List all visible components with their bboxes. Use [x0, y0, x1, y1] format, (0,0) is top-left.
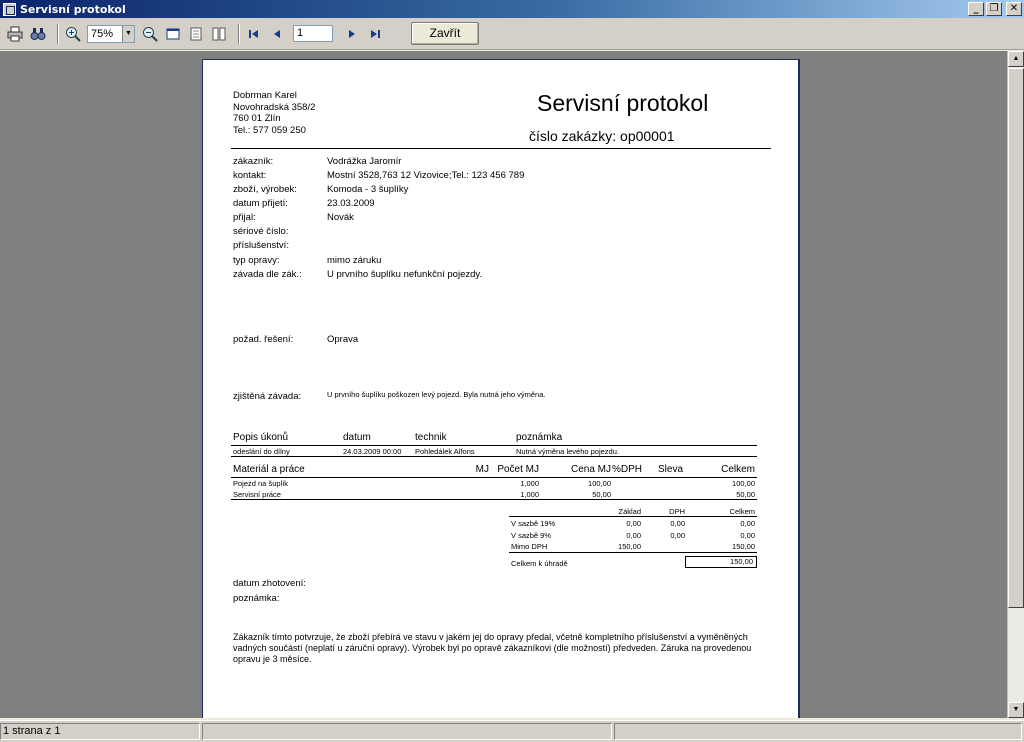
report-title: Servisní protokol — [537, 90, 709, 116]
order-number: op00001 — [620, 128, 675, 144]
header-divider — [231, 148, 771, 149]
field-value: U prvního šuplíku nefunkční pojezdy. — [327, 269, 483, 280]
materials-header-total: Celkem — [721, 464, 755, 475]
minimize-button[interactable]: _ — [968, 2, 984, 16]
total-due-value: 150,00 — [685, 556, 757, 568]
vat-cell: 0,00 — [626, 531, 641, 540]
vat-cell: 150,00 — [618, 542, 641, 551]
task-cell: odeslání do dílny — [233, 447, 290, 456]
status-cell-empty — [202, 723, 612, 740]
task-cell: Nutná výměna levého pojezdu. — [516, 447, 619, 456]
field-label: příslušenství: — [233, 240, 289, 251]
material-cell: 1,000 — [520, 490, 539, 499]
materials-header-item: Materiál a práce — [233, 464, 305, 475]
materials-header-unit-price: Cena MJ — [570, 464, 611, 475]
field-label: zákazník: — [233, 156, 274, 167]
task-cell: Pohledálek Alfons — [415, 447, 475, 456]
tasks-header-date: datum — [343, 432, 371, 443]
vat-cell: 150,00 — [732, 542, 755, 551]
materials-header-discount: Sleva — [658, 464, 684, 475]
tasks-header-note: poznámka — [516, 432, 563, 443]
scroll-down-icon[interactable]: ▼ — [1008, 702, 1024, 718]
order-number-line — [529, 128, 675, 144]
material-cell: 100,00 — [732, 479, 755, 488]
sender-phone: Tel.: 577 059 250 — [233, 124, 306, 136]
found-defect-label: zjištěná závada: — [233, 391, 302, 402]
vat-header-divider — [509, 516, 757, 517]
tasks-bottom-divider — [231, 456, 757, 457]
total-due-label: Celkem k úhradě — [511, 559, 568, 568]
field-value: mimo záruku — [327, 255, 382, 266]
window-title: Servisní protokol — [20, 2, 126, 16]
date-made-label: datum zhotovení: — [233, 578, 306, 589]
material-cell: Pojezd na šuplík — [233, 479, 289, 488]
vertical-scrollbar[interactable] — [1007, 51, 1024, 718]
field-value: 23.03.2009 — [327, 198, 375, 209]
vat-cell: V sazbě 9% — [511, 531, 552, 540]
status-cell-empty — [614, 723, 1022, 740]
material-cell: 100,00 — [588, 479, 611, 488]
page-status: 1 strana z 1 — [0, 723, 200, 740]
multi-page-icon[interactable] — [210, 25, 228, 43]
vat-header-total: Celkem — [729, 507, 755, 516]
tasks-header-technician: technik — [415, 432, 447, 443]
vat-bottom-divider — [509, 552, 757, 553]
material-cell: 50,00 — [736, 490, 755, 499]
vat-header-vat: DPH — [669, 507, 685, 516]
vat-cell: V sazbě 19% — [511, 519, 556, 528]
scroll-up-icon[interactable]: ▲ — [1008, 51, 1024, 67]
toolbar — [0, 18, 1024, 50]
material-cell: 50,00 — [592, 490, 611, 499]
title-bar — [0, 0, 1024, 18]
last-page-icon[interactable] — [366, 25, 384, 43]
toolbar-separator — [57, 24, 59, 44]
vat-cell: 0,00 — [626, 519, 641, 528]
found-defect-value: U prvního šuplíku poškozen levý pojezd. Byla nutná jeho výměna. — [327, 390, 546, 399]
first-page-icon[interactable] — [245, 25, 263, 43]
vat-cell: 0,00 — [670, 519, 685, 528]
zoom-out-icon[interactable] — [141, 25, 159, 43]
vat-cell: 0,00 — [740, 519, 755, 528]
zoom-in-icon[interactable] — [64, 25, 82, 43]
find-icon[interactable] — [29, 25, 47, 43]
maximize-button[interactable]: ❐ — [986, 2, 1002, 16]
required-solution-value: Oprava — [327, 334, 359, 345]
close-window-button[interactable]: ✕ — [1006, 2, 1022, 16]
chevron-down-icon[interactable]: ▼ — [122, 26, 134, 42]
field-value: Komoda - 3 šuplíky — [327, 184, 409, 195]
task-cell: 24.03.2009 00:00 — [343, 447, 402, 456]
materials-header-vat: %DPH — [612, 464, 643, 475]
customer-disclaimer: Zákazník tímto potvrzuje, že zboží přebírá ve stavu v jakém jej do opravy předal, včetně kompletního příslušenství a vyměněných vadných součástí (neplatí u záruční opravy). Výrobek byl po opravě zákazníkovi (dle možností) předveden. Záruka na provedenou opravu je 3 měsíce. — [233, 632, 752, 665]
app-icon — [3, 3, 16, 16]
report-page — [202, 59, 800, 718]
sender-address — [233, 90, 315, 136]
material-cell: Servisní práce — [233, 490, 281, 499]
scrollbar-thumb[interactable] — [1008, 68, 1024, 608]
materials-bottom-divider — [231, 499, 757, 500]
sender-city: 760 01 Zlín — [233, 113, 281, 124]
field-label: přijal: — [233, 212, 256, 223]
prev-page-icon[interactable] — [268, 25, 286, 43]
field-value: Novák — [327, 212, 354, 223]
material-cell: 1,000 — [520, 479, 539, 488]
sender-name: Dobrman Karel — [233, 90, 297, 101]
materials-header-unit: MJ — [475, 464, 489, 475]
vat-cell: 0,00 — [670, 531, 685, 540]
one-page-icon[interactable] — [164, 25, 182, 43]
toolbar-separator — [238, 24, 240, 44]
field-label: datum přijetí: — [233, 198, 288, 209]
field-label: typ opravy: — [233, 255, 280, 266]
tasks-header-divider — [231, 445, 757, 446]
zoom-select[interactable] — [87, 25, 135, 43]
vat-cell: Mimo DPH — [511, 542, 548, 551]
close-preview-button[interactable]: Zavřít — [411, 22, 479, 45]
materials-header-qty: Počet MJ — [497, 464, 539, 475]
materials-header-divider — [231, 477, 757, 478]
zoom-value: 75% — [91, 27, 114, 40]
field-label: zboží, výrobek: — [233, 184, 297, 195]
status-bar — [0, 720, 1024, 742]
field-label: sériové číslo: — [233, 226, 289, 237]
vat-cell: 0,00 — [740, 531, 755, 540]
field-value: Vodrážka Jaromír — [327, 156, 402, 167]
field-label: kontakt: — [233, 170, 267, 181]
page-number-input[interactable]: 1 — [293, 25, 333, 42]
sender-street: Novohradská 358/2 — [233, 101, 316, 113]
order-label: číslo zakázky: — [529, 128, 617, 144]
field-label: závada dle zák.: — [233, 269, 302, 280]
next-page-icon[interactable] — [343, 25, 361, 43]
print-icon[interactable] — [6, 25, 24, 43]
tasks-header-description: Popis úkonů — [233, 432, 289, 443]
note-label: poznámka: — [233, 593, 280, 604]
required-solution-label: požad. řešení: — [233, 334, 294, 345]
vat-header-base: Základ — [618, 507, 641, 516]
two-pages-icon[interactable] — [187, 25, 205, 43]
preview-viewport[interactable] — [0, 51, 1007, 718]
field-value: Mostní 3528,763 12 Vizovice;Tel.: 123 456 789 — [327, 170, 525, 181]
